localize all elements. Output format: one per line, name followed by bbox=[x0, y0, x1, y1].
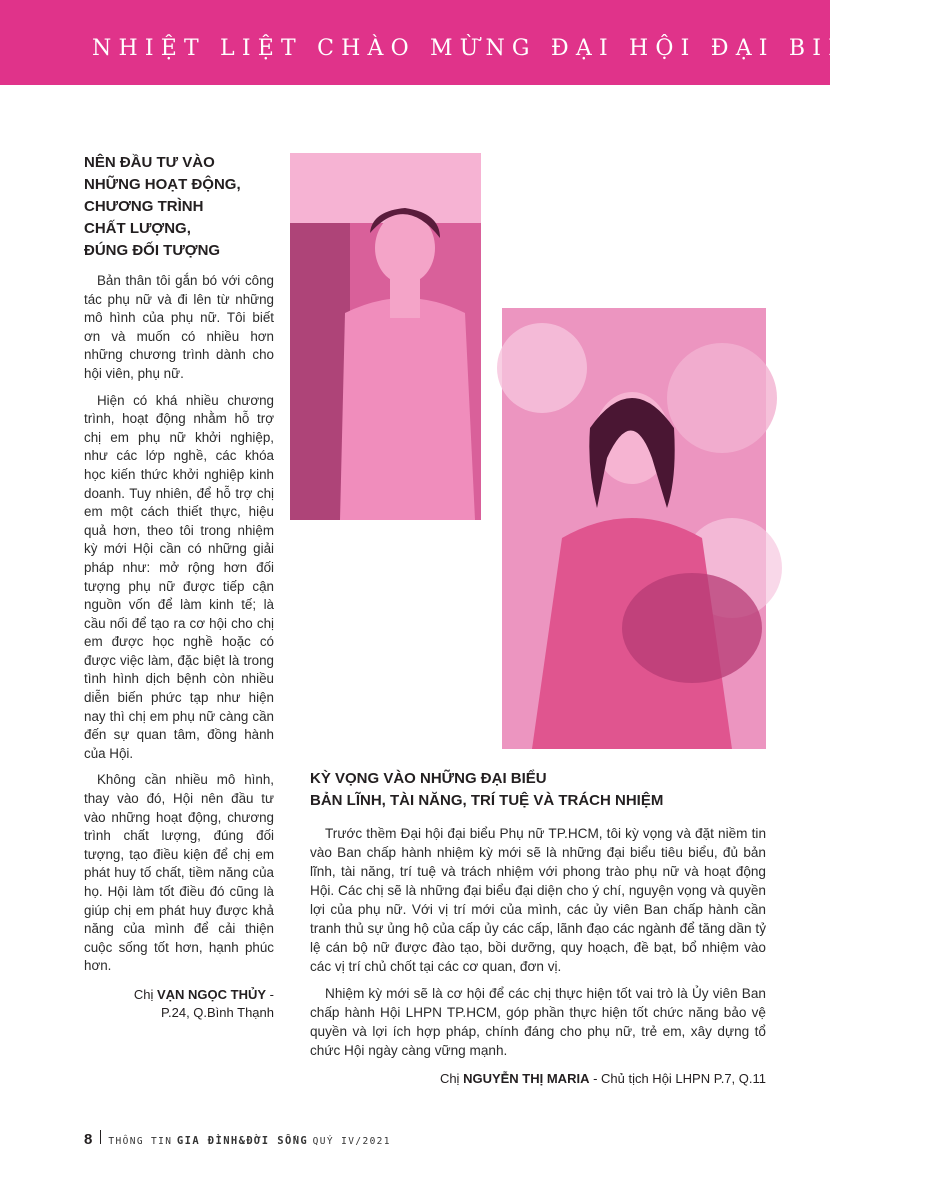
signature-name: NGUYỄN THỊ MARIA bbox=[463, 1071, 590, 1086]
page-banner bbox=[0, 0, 940, 85]
right-article-heading bbox=[310, 768, 766, 812]
heading-line: BẢN LĨNH, TÀI NĂNG, TRÍ TUỆ VÀ TRÁCH NHIỆM bbox=[310, 792, 664, 809]
signature-prefix: Chị bbox=[439, 1071, 464, 1086]
signature-suffix: - bbox=[266, 986, 274, 1002]
left-paragraph: Bản thân tôi gắn bó với công tác phụ nữ và đi lên từ những mô hình của phụ nữ. Tôi biết ơn và muốn có nhiều hơn những chương trình dành cho hội viên, phụ nữ. bbox=[84, 273, 274, 381]
footer-divider bbox=[100, 1130, 101, 1144]
heading-line: CHẤT LƯỢNG, bbox=[84, 220, 191, 237]
left-paragraph: Không cần nhiều mô hình, thay vào đó, Hội nên đầu tư vào những hoạt động, chương trình chất lượng, đúng đối tượng, tạo điều kiện để chị em phát huy tố chất, tiềm năng của họ. Hội làm tốt điều đó cũng là giúp chị em phát huy được khả năng của mình để cải thiện cuộc sống tốt hơn, hạnh phúc hơn. bbox=[84, 772, 274, 974]
right-paragraph: Trước thềm Đại hội đại biểu Phụ nữ TP.HCM, tôi kỳ vọng và đặt niềm tin vào Ban chấp hành nhiệm kỳ mới sẽ là những đại biểu tiêu biểu, đủ bản lĩnh, tài năng, trí tuệ và trách nhiệm với phong trào phụ nữ và hoạt động Hội. Các chị sẽ là những đại biểu đại diện cho ý chí, nguyện vọng và quyền lợi của phụ nữ. Với vị trí mới của mình, các ủy viên Ban chấp hành cần tranh thủ sự ủng hộ của cấp ủy các cấp, lãnh đạo các ngành để tăng dần tỷ lệ cán bộ nữ được đào tạo, bồi dưỡng, quy hoạch, đề bạt, bổ nhiệm vào các vị trí chủ chốt tại các cơ quan, đơn vị. bbox=[310, 826, 766, 974]
heading-line: KỲ VỌNG VÀO NHỮNG ĐẠI BIỂU bbox=[310, 770, 547, 787]
footer-publication-prefix: THÔNG TIN bbox=[108, 1136, 173, 1147]
footer-publication-name: GIA ĐÌNH&ĐỜI SỐNG bbox=[176, 1135, 309, 1147]
signature-name: VẠN NGỌC THỦY bbox=[156, 986, 267, 1002]
banner-text: NHIỆT LIỆT CHÀO MỪNG ĐẠI HỘI ĐẠI BIỂU PH bbox=[92, 36, 940, 61]
left-signature bbox=[84, 986, 274, 1022]
right-signature bbox=[310, 1070, 766, 1088]
heading-line: CHƯƠNG TRÌNH bbox=[84, 198, 204, 215]
footer-issue: QUÝ IV/2021 bbox=[312, 1136, 391, 1147]
left-article-heading bbox=[84, 152, 274, 262]
portrait-photo-1 bbox=[290, 153, 481, 520]
right-article bbox=[310, 768, 766, 1088]
portrait-1-illustration bbox=[290, 153, 481, 520]
signature-suffix: - Chủ tịch Hội LHPN P.7, Q.11 bbox=[589, 1071, 766, 1086]
heading-line: NÊN ĐẦU TƯ VÀO bbox=[84, 154, 215, 171]
right-paragraph: Nhiệm kỳ mới sẽ là cơ hội để các chị thực hiện tốt vai trò là Ủy viên Ban chấp hành Hội LHPN TP.HCM, góp phần thực hiện tốt chức năng bảo vệ quyền và lợi ích hợp pháp, chính đáng cho phụ nữ, trẻ em, xây dựng tổ chức Hội ngày càng vững mạnh. bbox=[310, 986, 766, 1058]
portrait-2-illustration bbox=[502, 308, 766, 749]
signature-prefix: Chị bbox=[133, 986, 157, 1002]
left-paragraph: Hiện có khá nhiều chương trình, hoạt động nhằm hỗ trợ chị em phụ nữ khởi nghiệp, như các lớp nghề, các khóa học kiến thức khởi nghiệp kinh doanh. Tuy nhiên, để hỗ trợ chị em một cách thiết thực, hiệu quả hơn, theo tôi trong nhiệm kỳ mới Hội cần có những giải pháp như: mở rộng hơn đối tượng phụ nữ được tiếp cận nguồn vốn để làm kinh tế; là cầu nối để tạo ra cơ hội cho chị em được học nghề hoặc có được việc làm, đặc biệt là trong tình hình dịch bệnh còn nhiều diễn biến phức tạp như hiện nay thì chị em phụ nữ càng cần đến sự quan tâm, đồng hành của Hội. bbox=[84, 392, 274, 761]
page-number: 8 bbox=[84, 1131, 93, 1148]
left-article bbox=[84, 152, 274, 1022]
page-footer bbox=[84, 1130, 391, 1150]
heading-line: ĐÚNG ĐỐI TƯỢNG bbox=[84, 242, 221, 259]
heading-line: NHỮNG HOẠT ĐỘNG, bbox=[84, 176, 241, 193]
signature-location: P.24, Q.Bình Thạnh bbox=[161, 1004, 274, 1020]
portrait-photo-2 bbox=[502, 308, 766, 749]
